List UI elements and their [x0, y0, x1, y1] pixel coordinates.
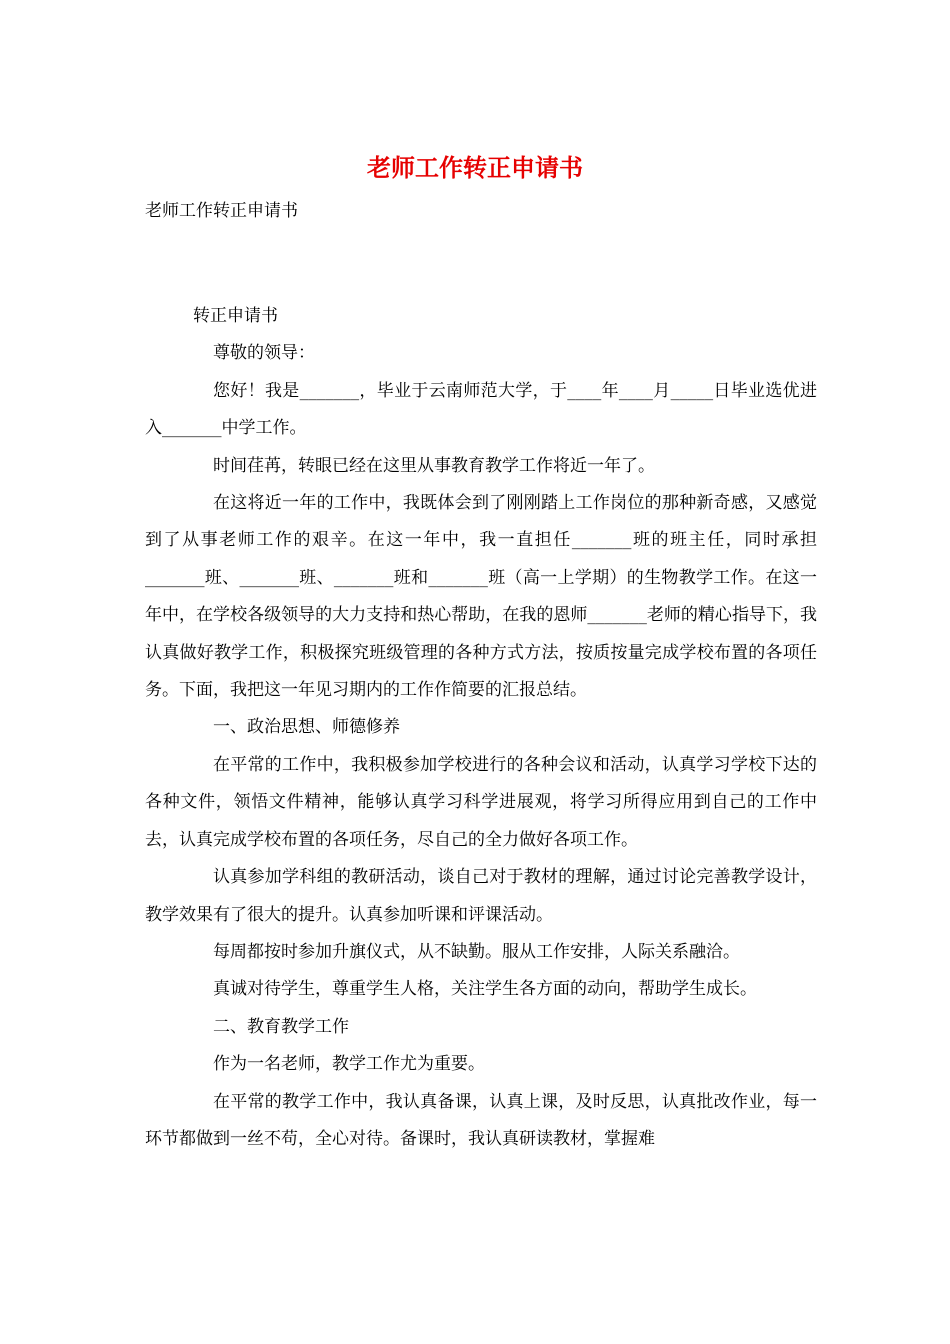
paragraph-greeting: 您好！我是_______，毕业于云南师范大学，于____年____月_____日毕业选优进入_______中学工作。 [145, 380, 817, 439]
document-body [145, 298, 817, 1158]
paragraph: 在平常的工作中，我积极参加学校进行的各种会议和活动，认真学习学校下达的各种文件，领悟文件精神，能够认真学习科学进展观，将学习所得应用到自己的工作中去，认真完成学校布置的各项任务，尽自己的全力做好各项工作。 [145, 754, 817, 850]
document-title: 老师工作转正申请书 [367, 153, 583, 182]
paragraph: 在平常的教学工作中，我认真备课，认真上课，及时反思，认真批改作业，每一环节都做到一丝不苟，全心对待。备课时，我认真研读教材，掌握难 [145, 1091, 817, 1149]
paragraph-salutation: 尊敬的领导： [213, 343, 315, 364]
document-subtitle: 老师工作转正申请书 [145, 201, 298, 221]
paragraph-heading: 转正申请书 [193, 306, 278, 326]
section-heading: 二、教育教学工作 [213, 1016, 349, 1037]
paragraph: 每周都按时参加升旗仪式，从不缺勤。服从工作安排，人际关系融洽。 [213, 941, 740, 962]
paragraph: 认真参加学科组的教研活动，谈自己对于教材的理解，通过讨论完善教学设计，教学效果有了很大的提升。认真参加听课和评课活动。 [145, 867, 817, 925]
paragraph: 时间荏苒，转眼已经在这里从事教育教学工作将近一年了。 [213, 455, 655, 476]
paragraph: 真诚对待学生，尊重学生人格，关注学生各方面的动向，帮助学生成长。 [213, 979, 757, 1000]
paragraph: 作为一名老师，教学工作尤为重要。 [213, 1054, 485, 1075]
paragraph: 在这将近一年的工作中，我既体会到了刚刚踏上工作岗位的那种新奇感，又感觉到了从事老师工作的艰辛。在这一年中，我一直担任_______班的班主任，同时承担_______班、_______班、_______班和_______班（高一上学期）的生物教学工作。在这一年中，在学校各级领导的大力支持和热心帮助，在我的恩师_______老师的精心指导下，我认真做好教学工作，积极探究班级管理的各种方式方法，按质按量完成学校布置的各项任务。下面，我把这一年见习期内的工作作简要的汇报总结。 [145, 493, 817, 701]
section-heading: 一、政治思想、师德修养 [213, 717, 400, 738]
